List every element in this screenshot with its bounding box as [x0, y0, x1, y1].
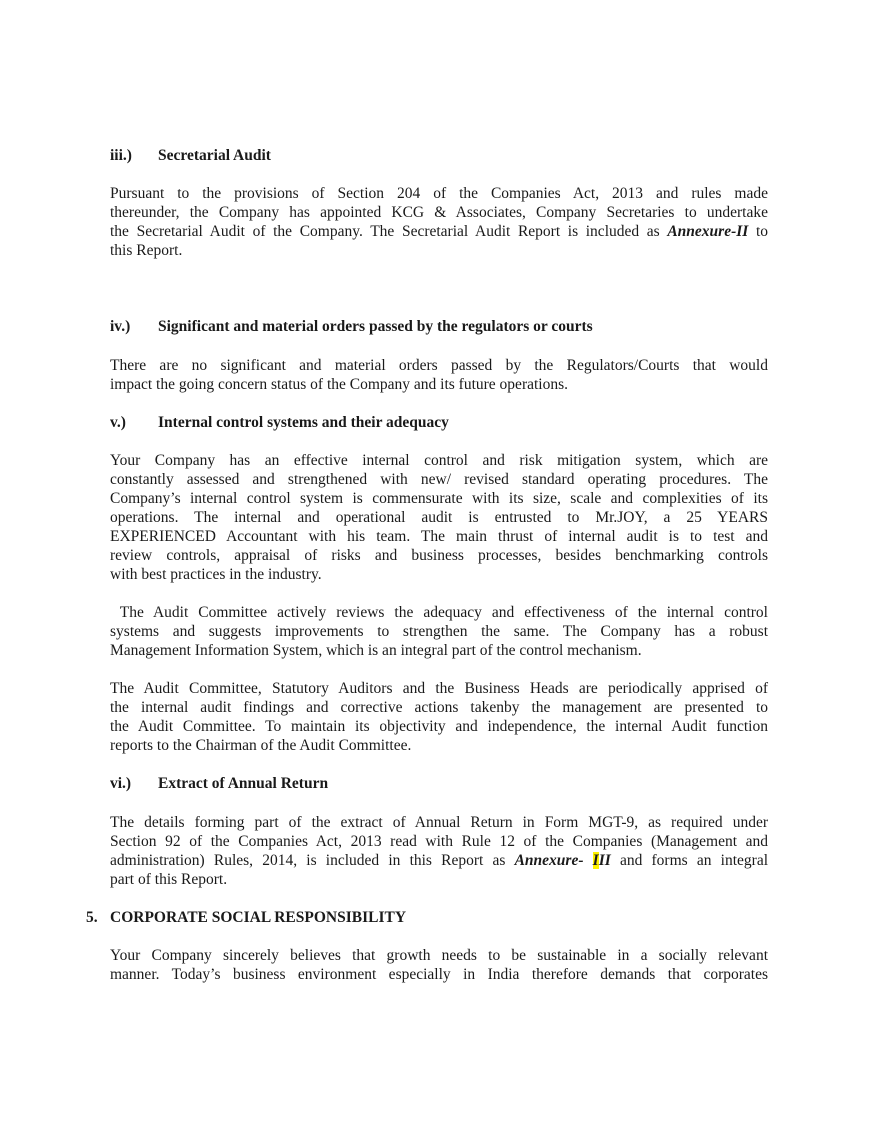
section-number: v.): [110, 414, 126, 431]
text-line: The details forming part of the extract of Annual Return in Form MGT-9, as required under: [110, 814, 768, 831]
paragraph-significant-orders: [110, 356, 768, 394]
text-segment: to: [748, 223, 769, 240]
section-title: Extract of Annual Return: [158, 775, 329, 792]
text-line: Section 92 of the Companies Act, 2013 read with Rule 12 of the Companies (Management and: [110, 833, 768, 850]
text-line: part of this Report.: [110, 871, 228, 888]
text-line: [110, 851, 768, 870]
text-line: The Audit Committee, Statutory Auditors and the Business Heads are periodically apprised of: [110, 680, 768, 697]
annexure-iii-reference: [515, 852, 611, 869]
section-number: 5.: [86, 909, 98, 926]
text-line: the internal audit findings and corrective actions takenby the management are presented to: [110, 699, 768, 716]
text-line: reports to the Chairman of the Audit Committee.: [110, 737, 412, 754]
text-line: Company’s internal control system is commensurate with its size, scale and complexities of its: [110, 490, 768, 507]
text-line: Your Company sincerely believes that growth needs to be sustainable in a socially relevant: [110, 947, 768, 964]
text-line: with best practices in the industry.: [110, 566, 322, 583]
text-line: this Report.: [110, 242, 183, 259]
text-line: Your Company has an effective internal control and risk mitigation system, which are: [110, 452, 768, 469]
text-line: Pursuant to the provisions of Section 204 of the Companies Act, 2013 and rules made: [110, 185, 768, 202]
text-line: [110, 222, 768, 241]
text-line: manner. Today’s business environment especially in India therefore demands that corporates: [110, 966, 768, 983]
text-line: Management Information System, which is an integral part of the control mechanism.: [110, 642, 642, 659]
annexure-suffix: II: [598, 852, 611, 869]
text-line: EXPERIENCED Accountant with his team. The main thrust of internal audit is to test and: [110, 528, 768, 545]
section-title: CORPORATE SOCIAL RESPONSIBILITY: [110, 909, 407, 926]
highlighted-text: I: [592, 852, 599, 869]
text-segment: administration) Rules, 2014, is included in this Report as: [110, 852, 506, 869]
text-line: operations. The internal and operational audit is entrusted to Mr.JOY, a 25 YEARS: [110, 509, 768, 526]
paragraph-internal-control-2: [110, 603, 768, 660]
text-line: the Audit Committee. To maintain its objectivity and independence, the internal Audit function: [110, 718, 768, 735]
paragraph-secretarial-audit: [110, 184, 768, 260]
text-segment: the Secretarial Audit of the Company. The Secretarial Audit Report is included as: [110, 223, 660, 240]
section-title: Significant and material orders passed by the regulators or courts: [158, 318, 593, 335]
text-line: review controls, appraisal of risks and business processes, besides benchmarking controls: [110, 547, 768, 564]
section-number: vi.): [110, 775, 132, 792]
section-title: Secretarial Audit: [158, 147, 271, 164]
annexure-prefix: Annexure-: [514, 852, 593, 869]
text-line: The Audit Committee actively reviews the adequacy and effectiveness of the internal control: [110, 604, 768, 621]
annexure-ii-reference: Annexure-II: [667, 223, 749, 240]
paragraph-annual-return: [110, 813, 768, 889]
paragraph-csr: [110, 946, 768, 984]
section-number: iv.): [110, 318, 131, 335]
text-line: systems and suggests improvements to strengthen the same. The Company has a robust: [110, 623, 768, 640]
text-segment: and forms an integral: [610, 852, 768, 869]
paragraph-internal-control-3: [110, 679, 768, 755]
text-line: There are no significant and material orders passed by the Regulators/Courts that would: [110, 357, 768, 374]
section-title: Internal control systems and their adequacy: [158, 414, 449, 431]
text-line: impact the going concern status of the Company and its future operations.: [110, 376, 568, 393]
section-number: iii.): [110, 147, 132, 164]
paragraph-internal-control-1: [110, 451, 768, 584]
text-line: thereunder, the Company has appointed KCG & Associates, Company Secretaries to undertake: [110, 204, 768, 221]
text-line: constantly assessed and strengthened with new/ revised standard operating procedures. The: [110, 471, 768, 488]
